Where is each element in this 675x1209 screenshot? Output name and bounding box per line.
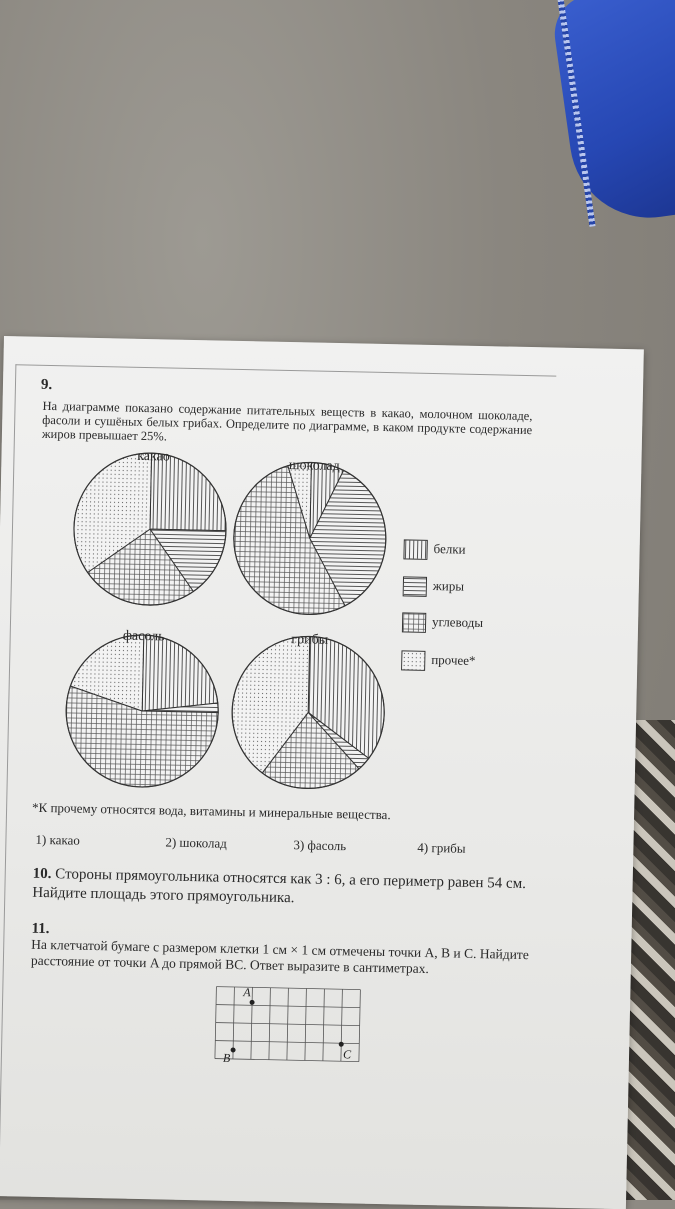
legend-swatch-0 [403,539,427,559]
q10-number: 10. [32,865,52,883]
legend-swatch-2 [402,612,426,632]
pie-title-2: фасоль [122,628,165,645]
legend-swatch-3 [401,650,425,670]
point-c [339,1042,344,1047]
legend-swatch-1 [403,576,427,596]
pie-title-3: грибы [291,632,329,648]
pie-title-0: какао [137,448,170,465]
answer-option-4[interactable]: 4) грибы [417,839,466,856]
grid-figure [206,980,368,1083]
label-b: B [222,1050,231,1065]
q11-text: На клетчатой бумаге с размером клетки 1 см × 1 см отмечены точки A, B и C. Найдите расстояние от точки A до прямой BC. Ответ выразите в сантиметрах. [30,936,529,977]
point-a [250,1000,255,1005]
q9-text: На диаграмме показано содержание питательных веществ в какао, молочном шоколаде, фасоли и сушёных белых грибах. Определите по диаграмме, в каком продукте содержание жиров превышает 25%. [41,398,533,444]
label-a: A [243,985,251,1000]
label-c: C [342,1047,352,1062]
point-b [231,1047,236,1052]
pie-2-slice-0 [142,635,219,713]
q9-footnote: *К прочему относятся вода, витамины и минеральные вещества. [31,799,391,823]
legend-label-0: белки [433,541,466,557]
answer-option-2[interactable]: 2) шоколад [165,834,228,851]
q11-number: 11. [31,920,50,938]
answer-option-3[interactable]: 3) фасоль [293,837,347,854]
q10-text: Стороны прямоугольника относятся как 3 : 6, а его периметр равен 54 см. Найдите площадь этого прямоугольника. [32,866,527,907]
answer-option-1[interactable]: 1) какао [35,831,80,848]
legend-label-2: углеводы [431,614,484,631]
worksheet [0,336,644,1209]
legend-label-3: прочее* [431,652,476,668]
legend-label-1: жиры [432,578,465,594]
pie-title-1: шоколад [288,457,340,475]
q9-number: 9. [40,376,53,394]
